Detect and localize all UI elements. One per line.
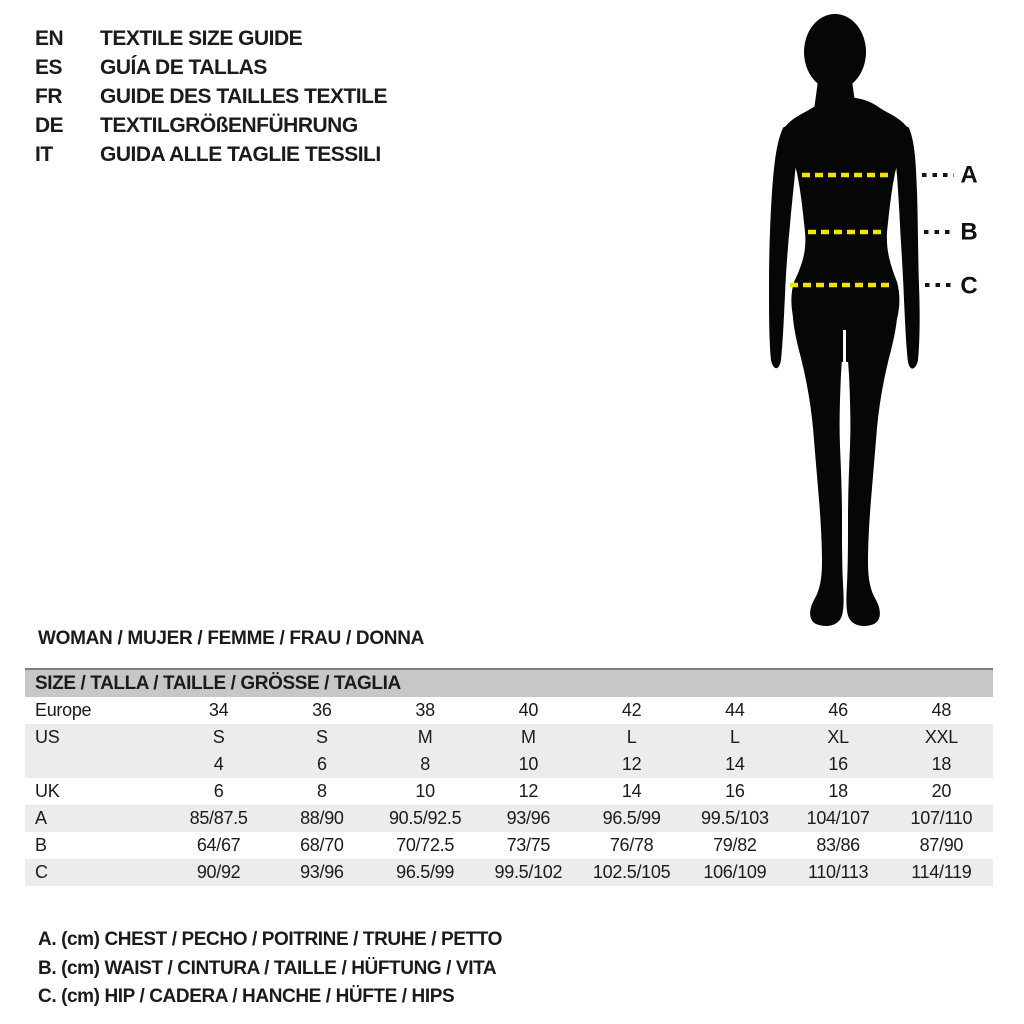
size-cell: 106/109 [683, 859, 786, 886]
size-cell: 34 [208, 700, 229, 720]
size-table [25, 668, 993, 886]
language-row [35, 111, 387, 140]
leg-gap-line [843, 330, 846, 364]
table-row-uk [25, 778, 993, 805]
size-cell: 68/70 [300, 835, 344, 855]
size-cell: 96.5/99 [580, 805, 683, 832]
table-row-chest [25, 805, 993, 832]
size-cell: 10 [477, 751, 580, 778]
size-cell: 85/87.5 [167, 805, 270, 832]
size-cell: 87/90 [919, 835, 964, 855]
size-cell: 104/107 [787, 805, 890, 832]
size-cell: 88/90 [270, 805, 373, 832]
size-cell: 48 [931, 700, 952, 720]
size-cell: 102.5/105 [580, 859, 683, 886]
size-cell: 107/110 [890, 805, 993, 832]
size-cell: 83/86 [816, 835, 860, 855]
table-row-us [25, 724, 993, 751]
section-title-woman: WOMAN / MUJER / FEMME / FRAU / DONNA [38, 628, 425, 649]
size-cell: 93/96 [270, 859, 373, 886]
guide-title-fr: GUIDE DES TAILLES TEXTILE [100, 84, 387, 108]
row-label: Europe [35, 700, 92, 720]
woman-silhouette-icon [758, 10, 1020, 635]
language-row [35, 24, 387, 53]
size-cell: 8 [374, 751, 477, 778]
size-cell: 90/92 [167, 859, 270, 886]
size-cell: 40 [518, 700, 539, 720]
row-label: C [25, 859, 167, 886]
language-code: ES [35, 55, 63, 79]
language-title-block [35, 24, 387, 169]
size-cell: 6 [270, 751, 373, 778]
size-cell: 99.5/102 [477, 859, 580, 886]
size-cell: 4 [167, 751, 270, 778]
language-row [35, 53, 387, 82]
size-cell: 18 [890, 751, 993, 778]
size-table-header-row [25, 669, 993, 697]
size-cell: L [683, 724, 786, 751]
size-cell: 110/113 [787, 859, 890, 886]
size-cell: 16 [787, 751, 890, 778]
language-code: IT [35, 142, 53, 166]
guide-title-de: TEXTILGRÖßENFÜHRUNG [100, 113, 358, 137]
row-label: US [25, 724, 167, 751]
size-cell: 36 [312, 700, 332, 720]
size-cell: 93/96 [477, 805, 580, 832]
language-code: EN [35, 26, 64, 50]
row-label: B [35, 835, 47, 855]
size-cell: 44 [725, 700, 745, 720]
language-row [35, 82, 387, 111]
legend-item-hip: C. (cm) HIP / CADERA / HANCHE / HÜFTE / HIPS [38, 986, 455, 1007]
size-cell: 6 [213, 781, 224, 801]
marker-label-a: A [960, 161, 978, 189]
size-cell: XXL [890, 724, 993, 751]
guide-title-es: GUÍA DE TALLAS [100, 55, 267, 79]
marker-label-c: C [960, 272, 978, 300]
size-cell: 70/72.5 [396, 835, 455, 855]
size-cell: S [167, 724, 270, 751]
measurement-legend [38, 926, 502, 1012]
size-cell: L [580, 724, 683, 751]
language-code: DE [35, 113, 64, 137]
table-row-waist [25, 832, 993, 859]
guide-title-en: TEXTILE SIZE GUIDE [100, 26, 303, 50]
size-cell: M [374, 724, 477, 751]
guide-title-it: GUIDA ALLE TAGLIE TESSILI [100, 142, 381, 166]
size-cell: 46 [828, 700, 848, 720]
size-cell: 10 [415, 781, 435, 801]
size-cell: 79/82 [713, 835, 757, 855]
size-cell: 14 [621, 781, 642, 801]
size-cell: 42 [621, 700, 642, 720]
table-row-hip [25, 859, 993, 886]
row-label [25, 751, 167, 778]
size-cell: 8 [317, 781, 327, 801]
table-row-us-numeric [25, 751, 993, 778]
size-cell: 20 [931, 781, 952, 801]
size-table-header: SIZE / TALLA / TAILLE / GRÖSSE / TAGLIA [25, 669, 993, 697]
size-cell: 12 [518, 781, 539, 801]
legend-item-chest: A. (cm) CHEST / PECHO / POITRINE / TRUHE / PETTO [38, 929, 502, 950]
size-cell: 76/78 [609, 835, 654, 855]
size-cell: 64/67 [196, 835, 241, 855]
marker-label-b: B [960, 218, 978, 246]
language-row [35, 140, 387, 169]
size-cell: 14 [683, 751, 786, 778]
size-cell: M [477, 724, 580, 751]
size-cell: 90.5/92.5 [374, 805, 477, 832]
size-cell: 16 [725, 781, 745, 801]
size-cell: 73/75 [506, 835, 551, 855]
row-label: A [25, 805, 167, 832]
language-code: FR [35, 84, 62, 108]
size-cell: 12 [580, 751, 683, 778]
size-cell: S [270, 724, 373, 751]
size-cell: 96.5/99 [374, 859, 477, 886]
woman-silhouette-figure [758, 10, 1020, 635]
row-label: UK [35, 781, 60, 801]
size-cell: XL [787, 724, 890, 751]
size-cell: 114/119 [890, 859, 993, 886]
legend-item-waist: B. (cm) WAIST / CINTURA / TAILLE / HÜFTUNG / VITA [38, 957, 497, 979]
size-cell: 38 [415, 700, 435, 720]
table-row-europe [25, 697, 993, 724]
size-cell: 99.5/103 [683, 805, 786, 832]
size-cell: 18 [828, 781, 848, 801]
